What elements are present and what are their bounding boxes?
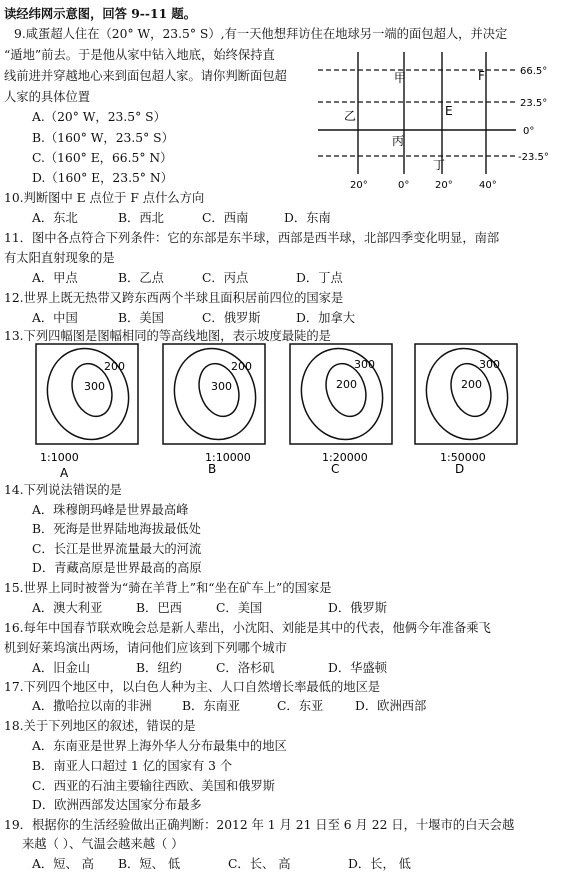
q18-stem: 18.关于下列地区的叙述，错误的是 bbox=[4, 719, 196, 733]
q16-option-a[interactable]: A．旧金山 bbox=[32, 661, 91, 675]
q17-stem: 17.下列四个地区中，以白色人种为主、人口自然增长率最低的地区是 bbox=[4, 680, 381, 694]
q12-option-b[interactable]: B．美国 bbox=[118, 311, 164, 325]
q16-option-d[interactable]: D．华盛顿 bbox=[328, 661, 388, 675]
q17-option-c[interactable]: C．东亚 bbox=[277, 699, 324, 713]
q18-option-a[interactable]: A．东南亚是世界上海外华人分布最集中的地区 bbox=[32, 739, 287, 753]
point-f: F bbox=[478, 69, 485, 83]
contour-label-inner: 200 bbox=[336, 378, 357, 391]
q15-option-d[interactable]: D．俄罗斯 bbox=[328, 601, 388, 615]
q19-option-b[interactable]: B．短、 低 bbox=[118, 857, 181, 871]
lat-label: 23.5° bbox=[520, 98, 548, 109]
q15-option-b[interactable]: B．巴西 bbox=[136, 601, 182, 615]
map-letter[interactable]: D bbox=[455, 462, 465, 476]
lat-lon-grid-diagram bbox=[318, 52, 563, 192]
point-jia: 甲 bbox=[394, 71, 407, 85]
contour-label-outer: 200 bbox=[104, 360, 125, 373]
q10-option-a[interactable]: A．东北 bbox=[32, 211, 78, 225]
q17-option-d[interactable]: D．欧洲西部 bbox=[355, 699, 427, 713]
lon-label: 40° bbox=[479, 180, 497, 191]
scale-label: 1:10000 bbox=[205, 451, 251, 464]
q11-option-c[interactable]: C．丙点 bbox=[202, 271, 249, 285]
q11-option-b[interactable]: B．乙点 bbox=[118, 271, 164, 285]
q19-option-a[interactable]: A．短、 高 bbox=[32, 857, 94, 871]
q11-option-a[interactable]: A．甲点 bbox=[32, 271, 78, 285]
q19-option-c[interactable]: C．长、 高 bbox=[228, 857, 291, 871]
q14-stem: 14.下列说法错误的是 bbox=[4, 483, 122, 497]
q19-line-2: 来越（ ）、气温会越来越（ ） bbox=[22, 837, 184, 851]
q9-option-b[interactable]: B.（160° W，23.5° S） bbox=[32, 131, 174, 145]
q17-options bbox=[32, 698, 426, 714]
q14-option-a[interactable]: A．珠穆朗玛峰是世界最高峰 bbox=[32, 503, 189, 517]
q12-options bbox=[32, 310, 355, 326]
q9-line-3: 线前进并穿越地心来到面包超人家。请你判断面包超 bbox=[4, 69, 287, 83]
point-yi: 乙 bbox=[344, 109, 357, 123]
q16-option-b[interactable]: B．纽约 bbox=[136, 661, 182, 675]
section-header: 读经纬网示意图，回答 9--11 题。 bbox=[4, 6, 197, 21]
q18-option-d[interactable]: D．欧洲西部发达国家分布最多 bbox=[32, 798, 202, 812]
lat-label: 66.5° bbox=[520, 66, 548, 77]
contour-maps bbox=[0, 340, 567, 480]
q9-option-c[interactable]: C.（160° E，66.5° N） bbox=[32, 151, 173, 165]
scale-label: 1:50000 bbox=[440, 451, 486, 464]
q10-option-c[interactable]: C．西南 bbox=[202, 211, 249, 225]
contour-map-d bbox=[415, 340, 520, 450]
q17-option-a[interactable]: A．撒哈拉以南的非洲 bbox=[32, 699, 152, 713]
q12-stem: 12.世界上既无热带又跨东西两个半球且面积居前四位的国家是 bbox=[4, 291, 344, 305]
q15-options bbox=[32, 600, 387, 616]
contour-label-inner: 200 bbox=[461, 378, 482, 391]
lon-label: 20° bbox=[350, 180, 368, 191]
contour-label-inner: 300 bbox=[84, 380, 105, 393]
q15-stem: 15.世界上同时被誉为“骑在羊背上”和“坐在矿车上”的国家是 bbox=[4, 581, 332, 595]
q13-stem: 13.下列四幅图是图幅相同的等高线地图，表示坡度最陡的是 bbox=[4, 329, 331, 343]
q17-option-b[interactable]: B．东南亚 bbox=[182, 699, 241, 713]
q12-option-c[interactable]: C．俄罗斯 bbox=[202, 311, 261, 325]
q15-option-c[interactable]: C．美国 bbox=[216, 601, 263, 615]
q16-option-c[interactable]: C．洛杉矶 bbox=[216, 661, 275, 675]
q16-line-2: 机到好莱坞演出两场，请问他们应该到下列哪个城市 bbox=[4, 641, 287, 655]
q9-line-4: 人家的具体位置 bbox=[4, 90, 91, 104]
lat-label: -23.5° bbox=[518, 152, 549, 163]
q16-line-1: 16.每年中国春节联欢晚会总是新人辈出，小沈阳、刘能是其中的代表，他俩今年准备乘飞 bbox=[4, 621, 491, 635]
contour-map-b bbox=[163, 340, 268, 450]
q9-line-2: “遁地”前去。于是他从家中钻入地底，始终保持直 bbox=[4, 48, 275, 62]
contour-label-outer: 300 bbox=[479, 358, 500, 371]
contour-label-inner: 300 bbox=[211, 380, 232, 393]
point-e: E bbox=[445, 104, 453, 118]
lon-label: 0° bbox=[398, 180, 410, 191]
scale-label: 1:20000 bbox=[322, 451, 368, 464]
q12-option-d[interactable]: D．加拿大 bbox=[296, 311, 356, 325]
q19-options bbox=[32, 856, 411, 872]
q11-options bbox=[32, 270, 343, 286]
point-bing: 丙 bbox=[392, 134, 405, 148]
q9-option-a[interactable]: A.（20° W，23.5° S） bbox=[32, 110, 166, 124]
q11-option-d[interactable]: D．丁点 bbox=[296, 271, 343, 285]
q9-option-d[interactable]: D.（160° E，23.5° N） bbox=[32, 171, 173, 185]
contour-label-outer: 300 bbox=[354, 358, 375, 371]
q15-option-a[interactable]: A．澳大利亚 bbox=[32, 601, 103, 615]
q18-option-b[interactable]: B．南亚人口超过 1 亿的国家有 3 个 bbox=[32, 759, 233, 773]
map-letter[interactable]: B bbox=[208, 462, 217, 476]
contour-label-outer: 200 bbox=[231, 360, 252, 373]
q10-options bbox=[32, 210, 331, 226]
lat-label: 0° bbox=[523, 126, 535, 137]
q19-option-d[interactable]: D．长， 低 bbox=[348, 857, 411, 871]
q18-option-c[interactable]: C．西亚的石油主要输往西欧、美国和俄罗斯 bbox=[32, 779, 276, 793]
contour-map-a bbox=[36, 340, 141, 450]
q9-line-1: 9.咸蛋超人住在（20° W，23.5° S）,有一天他想拜访住在地球另一端的面包超人，并决定 bbox=[14, 27, 508, 41]
map-letter[interactable]: A bbox=[60, 466, 69, 480]
q11-line-1: 11．图中各点符合下列条件：它的东部是东半球，西部是西半球，北部四季变化明显，南部 bbox=[4, 231, 500, 245]
q14-option-c[interactable]: C．长江是世界流量最大的河流 bbox=[32, 542, 202, 556]
q10-option-b[interactable]: B．西北 bbox=[118, 211, 164, 225]
q14-option-d[interactable]: D．青藏高原是世界最高的高原 bbox=[32, 561, 202, 575]
scale-label: 1:1000 bbox=[40, 451, 79, 464]
contour-map-c bbox=[290, 340, 395, 450]
lon-label: 20° bbox=[435, 180, 453, 191]
q10-option-d[interactable]: D．东南 bbox=[284, 211, 331, 225]
map-letter[interactable]: C bbox=[331, 462, 340, 476]
q14-option-b[interactable]: B．死海是世界陆地海拔最低处 bbox=[32, 522, 201, 536]
point-ding: 丁 bbox=[433, 158, 446, 172]
q19-line-1: 19．根据你的生活经验做出正确判断：2012 年 1 月 21 日至 6 月 22 日，十堰市的白天会越 bbox=[4, 818, 515, 832]
q10-stem: 10.判断图中 E 点位于 F 点什么方向 bbox=[4, 191, 205, 205]
q11-line-2: 有太阳直射现象的是 bbox=[4, 251, 115, 265]
q16-options bbox=[32, 660, 387, 676]
q12-option-a[interactable]: A．中国 bbox=[32, 311, 78, 325]
